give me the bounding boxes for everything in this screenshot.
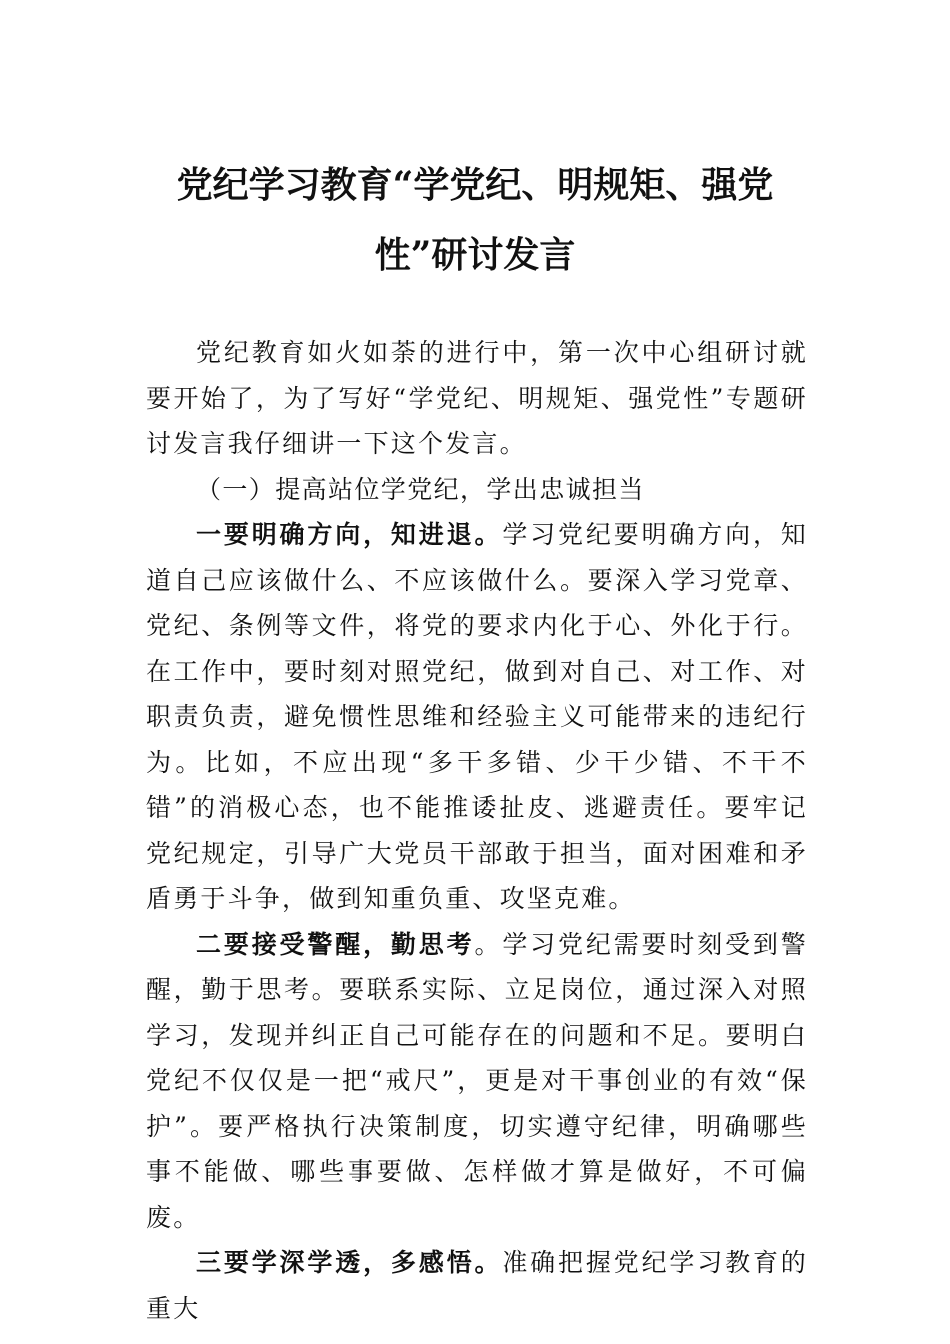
section-heading-1: （一）提高站位学党纪，学出忠诚担当 <box>196 474 645 504</box>
paragraph-1 <box>146 512 808 922</box>
intro-paragraph: 党纪教育如火如荼的进行中，第一次中心组研讨就要开始了，为了写好“学党纪、明规矩、强党性”专题研讨发言我仔细讲一下这个发言。 <box>146 338 808 458</box>
paragraph-1-lead: 一要明确方向，知进退。 <box>196 520 503 549</box>
paragraph-2 <box>146 922 808 1241</box>
paragraph-2-body: 。学习党纪需要时刻受到警醒，勤于思考。要联系实际、立足岗位，通过深入对照学习，发现并纠正自己可能存在的问题和不足。要明白党纪不仅仅是一把“戒尺”，更是对干事创业的有效“保护”。要严格执行决策制度，切实遵守纪律，明确哪些事不能做、哪些事要做、怎样做才算是做好，不可偏废。 <box>146 929 808 1232</box>
document-title <box>140 150 810 290</box>
title-line-1: 党纪学习教育“学党纪、明规矩、强党 <box>176 164 774 206</box>
paragraph-3-body: 准确把握党纪学习教育的重大 <box>146 1248 809 1323</box>
title-line-2: 性”研讨发言 <box>374 234 576 276</box>
document-body <box>146 330 808 1331</box>
paragraph-1-body: 学习党纪要明确方向，知道自己应该做什么、不应该做什么。要深入学习党章、党纪、条例等文件，将党的要求内化于心、外化于行。在工作中，要时刻对照党纪，做到对自己、对工作、对职责负责，避免惯性思维和经验主义可能带来的违纪行为。比如，不应出现“多干多错、少干少错、不干不错”的消极心态，也不能推诿扯皮、逃避责任。要牢记党纪规定，引导广大党员干部敢于担当，面对困难和矛盾勇于斗争，做到知重负重、攻坚克难。 <box>146 520 809 913</box>
paragraph-3 <box>146 1240 808 1331</box>
paragraph-2-lead: 二要接受警醒，勤思考 <box>196 929 475 959</box>
paragraph-3-lead: 三要学深学透，多感悟。 <box>196 1248 503 1277</box>
